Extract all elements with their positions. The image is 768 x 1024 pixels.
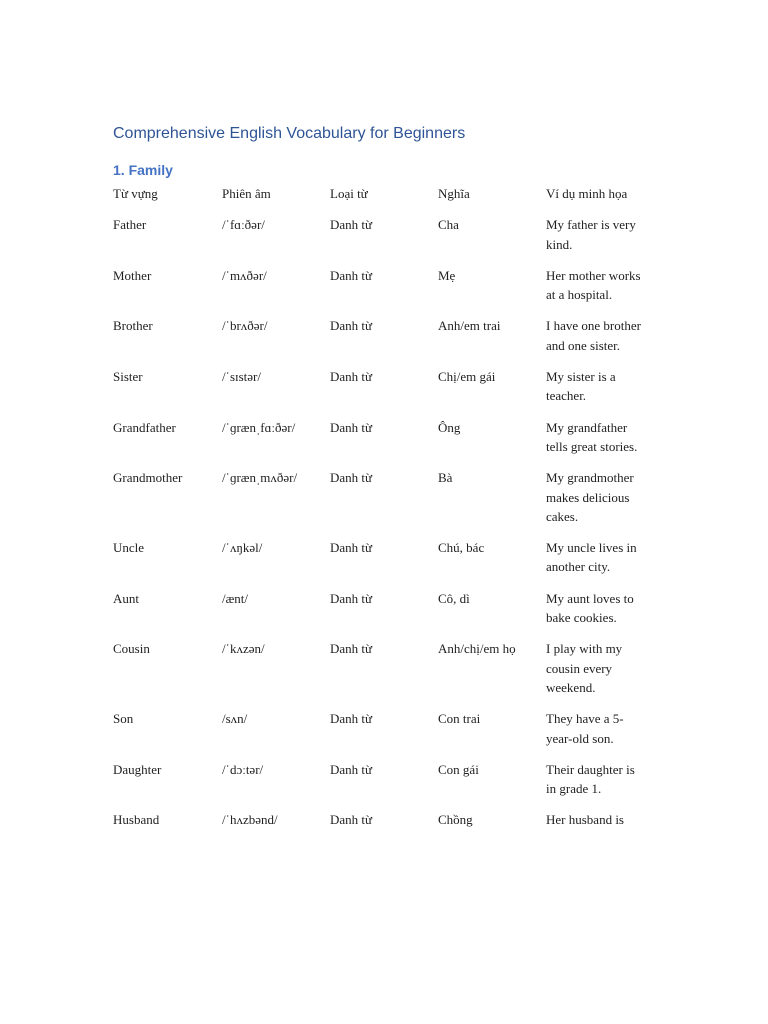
table-row (113, 266, 653, 317)
cell-meaning: Cha (438, 217, 459, 233)
table-row (113, 709, 653, 760)
cell-pronunciation: /ˈmʌðər/ (222, 267, 267, 283)
cell-word-type: Danh từ (330, 217, 373, 233)
cell-word-type: Danh từ (330, 470, 373, 486)
table-row (113, 810, 653, 841)
cell-meaning: Con trai (438, 711, 481, 727)
cell-word-type: Danh từ (330, 812, 373, 828)
cell-word-type: Danh từ (330, 641, 373, 657)
cell-meaning: Chị/em gái (438, 369, 496, 385)
header-example: Ví dụ minh họa (546, 186, 628, 201)
cell-example: My uncle lives in another city. (546, 540, 637, 575)
cell-word: Uncle (113, 540, 145, 556)
cell-meaning: Bà (438, 470, 453, 486)
table-row (113, 316, 653, 367)
cell-pronunciation: /ˈfɑːðər/ (222, 217, 265, 233)
cell-word: Grandfather (113, 419, 176, 435)
section-heading-family: 1. Family (113, 162, 173, 178)
cell-word-type: Danh từ (330, 711, 373, 727)
cell-word: Son (113, 711, 134, 727)
cell-meaning: Con gái (438, 761, 479, 777)
cell-pronunciation: /ˈʌŋkəl/ (222, 540, 263, 556)
table-row (113, 639, 653, 709)
header-pronunciation: Phiên âm (222, 186, 271, 201)
cell-example: Her husband is (546, 812, 624, 828)
table-row (113, 367, 653, 418)
table-row (113, 538, 653, 589)
cell-pronunciation: /ˈɡrænˌmʌðər/ (222, 470, 298, 486)
cell-word: Cousin (113, 641, 150, 657)
cell-meaning: Cô, dì (438, 590, 470, 606)
cell-example: My grandfather tells great stories. (546, 419, 638, 454)
cell-pronunciation: /sʌn/ (222, 711, 248, 727)
cell-meaning: Anh/chị/em họ (438, 641, 516, 657)
document-title: Comprehensive English Vocabulary for Beginners (113, 125, 466, 142)
cell-example: My grandmother makes delicious cakes. (546, 470, 634, 524)
cell-example: I have one brother and one sister. (546, 318, 641, 353)
table-row (113, 589, 653, 640)
cell-word-type: Danh từ (330, 318, 373, 334)
cell-word: Brother (113, 318, 153, 334)
cell-word: Aunt (113, 590, 139, 606)
cell-word-type: Danh từ (330, 267, 373, 283)
cell-word: Father (113, 217, 147, 233)
cell-word-type: Danh từ (330, 419, 373, 435)
cell-example: My sister is a teacher. (546, 369, 616, 404)
vocabulary-table (113, 184, 653, 842)
table-row (113, 760, 653, 811)
cell-pronunciation: /ˈhʌzbənd/ (222, 812, 278, 828)
cell-word: Sister (113, 369, 143, 385)
cell-word-type: Danh từ (330, 590, 373, 606)
header-word: Từ vựng (113, 186, 158, 201)
cell-pronunciation: /ænt/ (222, 590, 249, 606)
header-meaning: Nghĩa (438, 186, 470, 201)
cell-example: They have a 5-year-old son. (546, 711, 624, 746)
cell-meaning: Mẹ (438, 267, 456, 283)
cell-word-type: Danh từ (330, 369, 373, 385)
cell-pronunciation: /ˈsɪstər/ (222, 369, 261, 385)
cell-meaning: Chú, bác (438, 540, 485, 556)
cell-pronunciation: /ˈɡrænˌfɑːðər/ (222, 419, 296, 435)
cell-meaning: Chồng (438, 812, 473, 828)
cell-word-type: Danh từ (330, 540, 373, 556)
cell-word: Mother (113, 267, 152, 283)
cell-word: Daughter (113, 761, 162, 777)
cell-pronunciation: /ˈkʌzən/ (222, 641, 265, 657)
cell-meaning: Ông (438, 419, 461, 435)
cell-example: Their daughter is in grade 1. (546, 761, 635, 797)
cell-meaning: Anh/em trai (438, 318, 501, 334)
cell-example: My aunt loves to bake cookies. (546, 590, 634, 626)
table-row (113, 215, 653, 266)
cell-example: Her mother works at a hospital. (546, 267, 641, 303)
cell-pronunciation: /ˈdɔːtər/ (222, 761, 264, 777)
cell-word: Husband (113, 812, 160, 828)
cell-example: My father is very kind. (546, 217, 636, 252)
table-row (113, 468, 653, 538)
table-row (113, 418, 653, 469)
header-word-type: Loại từ (330, 186, 368, 201)
cell-example: I play with my cousin every weekend. (546, 641, 623, 695)
cell-word-type: Danh từ (330, 761, 373, 777)
table-header-row (113, 184, 653, 215)
cell-pronunciation: /ˈbrʌðər/ (222, 318, 268, 334)
cell-word: Grandmother (113, 470, 183, 486)
